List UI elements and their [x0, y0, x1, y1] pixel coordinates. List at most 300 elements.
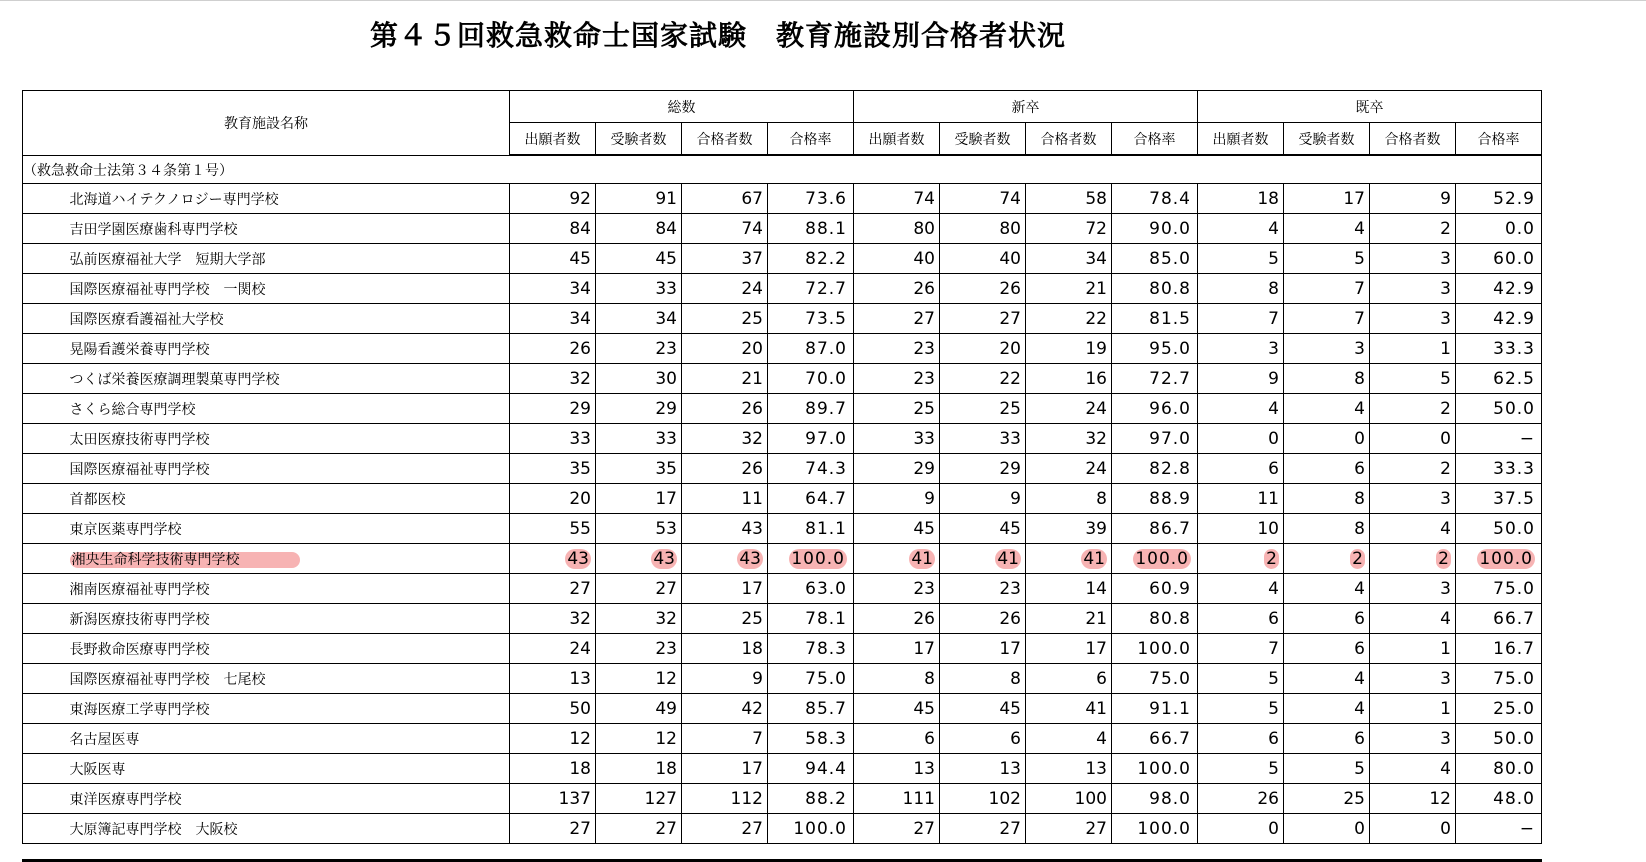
cell-value: 94.4: [805, 758, 847, 779]
cell-value: 100.0: [1137, 758, 1191, 779]
count-cell: [1370, 754, 1456, 784]
cell-value: 2: [1352, 548, 1363, 569]
cell-value: 63.0: [805, 578, 847, 599]
column-header: 合格率: [1456, 123, 1542, 156]
cell-value: 91: [655, 188, 677, 209]
cell-value: 19: [1085, 338, 1107, 359]
cell-value: 72: [1085, 218, 1107, 239]
count-cell: [854, 184, 940, 214]
school-name: [70, 544, 510, 574]
row-indent: [23, 754, 70, 784]
cell-value: 42: [741, 698, 763, 719]
count-cell: [1198, 334, 1284, 364]
cell-value: 100: [1074, 788, 1107, 809]
count-cell: [854, 214, 940, 244]
pass-rate-cell: [768, 184, 854, 214]
count-cell: [596, 334, 682, 364]
cell-value: 82.2: [805, 248, 847, 269]
count-cell: [1198, 604, 1284, 634]
count-cell: [940, 214, 1026, 244]
cell-value: 55: [569, 518, 591, 539]
count-cell: [1370, 214, 1456, 244]
cell-value: 80.0: [1493, 758, 1535, 779]
count-cell: [1284, 334, 1370, 364]
count-cell: [1370, 634, 1456, 664]
count-cell: [854, 274, 940, 304]
cell-value: 50.0: [1493, 728, 1535, 749]
count-cell: [682, 424, 768, 454]
pass-rate-cell: [768, 304, 854, 334]
count-cell: [1284, 754, 1370, 784]
cell-value: 80: [999, 218, 1021, 239]
cell-value: 29: [655, 398, 677, 419]
cell-value: 9: [1268, 368, 1279, 389]
cell-value: 70.0: [805, 368, 847, 389]
count-cell: [1026, 274, 1112, 304]
cell-value: 96.0: [1149, 398, 1191, 419]
pass-rate-cell: [1456, 274, 1542, 304]
count-cell: [682, 574, 768, 604]
cell-value: 45: [999, 518, 1021, 539]
pass-rate-cell: [1456, 214, 1542, 244]
cell-value: 12: [569, 728, 591, 749]
cell-value: 92: [569, 188, 591, 209]
count-cell: [596, 214, 682, 244]
cell-value: 80.8: [1149, 608, 1191, 629]
count-cell: [1026, 814, 1112, 844]
count-cell: [596, 184, 682, 214]
cell-value: 90.0: [1149, 218, 1191, 239]
count-cell: [1026, 214, 1112, 244]
table-row: [23, 634, 1542, 664]
cell-value: 34: [569, 278, 591, 299]
cell-value: 50.0: [1493, 398, 1535, 419]
cell-value: 4: [1096, 728, 1107, 749]
cell-value: 6: [1096, 668, 1107, 689]
cell-value: 21: [741, 368, 763, 389]
school-name-text: 大原簿記専門学校 大阪校: [69, 821, 238, 838]
count-cell: [1370, 484, 1456, 514]
count-cell: [1026, 724, 1112, 754]
school-name: [70, 274, 510, 304]
count-cell: [940, 454, 1026, 484]
count-cell: [596, 424, 682, 454]
cell-value: 7: [1354, 308, 1365, 329]
count-cell: [682, 244, 768, 274]
cell-value: 5: [1268, 668, 1279, 689]
row-indent: [23, 574, 70, 604]
count-cell: [1370, 724, 1456, 754]
count-cell: [940, 424, 1026, 454]
count-cell: [1198, 784, 1284, 814]
cell-value: 18: [655, 758, 677, 779]
pass-rate-cell: [768, 754, 854, 784]
cell-value: 32: [655, 608, 677, 629]
cell-value: 58.3: [805, 728, 847, 749]
cell-value: 45: [569, 248, 591, 269]
cell-value: 3: [1440, 578, 1451, 599]
count-cell: [682, 784, 768, 814]
section-label: （救急救命士法第３４条第１号）: [23, 155, 1542, 184]
count-cell: [682, 664, 768, 694]
cell-value: 81.5: [1149, 308, 1191, 329]
cell-value: 16: [1085, 368, 1107, 389]
cell-value: 67: [741, 188, 763, 209]
cell-value: 8: [1354, 368, 1365, 389]
school-name: [70, 214, 510, 244]
count-cell: [510, 184, 596, 214]
results-table: [22, 90, 1542, 844]
count-cell: [682, 484, 768, 514]
cell-value: 6: [1354, 638, 1365, 659]
cell-value: 43: [741, 518, 763, 539]
cell-value: 45: [999, 698, 1021, 719]
count-cell: [1026, 304, 1112, 334]
cell-value: 97.0: [1149, 428, 1191, 449]
pass-rate-cell: [1456, 634, 1542, 664]
cell-value: 100.0: [791, 548, 845, 569]
pass-rate-cell: [768, 664, 854, 694]
pass-rate-cell: [768, 694, 854, 724]
cell-value: 21: [1085, 278, 1107, 299]
cell-value: 27: [913, 308, 935, 329]
cell-value: 6: [1010, 728, 1021, 749]
count-cell: [1284, 724, 1370, 754]
count-cell: [1370, 784, 1456, 814]
cell-value: 60.9: [1149, 578, 1191, 599]
cell-value: 23: [655, 638, 677, 659]
count-cell: [854, 424, 940, 454]
count-cell: [1198, 574, 1284, 604]
cell-value: 112: [730, 788, 763, 809]
pass-rate-cell: [1112, 814, 1198, 844]
cell-value: 2: [1266, 548, 1277, 569]
count-cell: [854, 814, 940, 844]
cell-value: 80: [913, 218, 935, 239]
count-cell: [596, 364, 682, 394]
school-name-text: 新潟医療技術専門学校: [69, 611, 210, 628]
cell-value: 78.3: [805, 638, 847, 659]
group-header-new: 新卒: [854, 91, 1198, 123]
cell-value: 66.7: [1493, 608, 1535, 629]
pass-rate-cell: [1456, 784, 1542, 814]
count-cell: [510, 214, 596, 244]
group-header-past: 既卒: [1198, 91, 1542, 123]
pass-rate-cell: [768, 544, 854, 574]
count-cell: [1284, 604, 1370, 634]
count-cell: [854, 634, 940, 664]
pass-rate-cell: [1456, 694, 1542, 724]
cell-value: 7: [1354, 278, 1365, 299]
cell-value: 12: [655, 728, 677, 749]
school-name-text: 大阪医専: [69, 761, 126, 778]
table-row: [23, 514, 1542, 544]
count-cell: [1026, 454, 1112, 484]
cell-value: 26: [741, 458, 763, 479]
cell-value: 7: [1268, 308, 1279, 329]
cell-value: 17: [655, 488, 677, 509]
count-cell: [854, 604, 940, 634]
pass-rate-cell: [768, 724, 854, 754]
cell-value: 2: [1440, 458, 1451, 479]
count-cell: [1370, 364, 1456, 394]
count-cell: [1284, 274, 1370, 304]
pass-rate-cell: [1456, 484, 1542, 514]
cell-value: 5: [1354, 248, 1365, 269]
cell-value: 4: [1268, 218, 1279, 239]
cell-value: 4: [1354, 578, 1365, 599]
school-name-text: 首都医校: [69, 491, 126, 508]
cell-value: 37: [741, 248, 763, 269]
count-cell: [510, 754, 596, 784]
pass-rate-cell: [768, 814, 854, 844]
cell-value: 100.0: [1479, 548, 1533, 569]
cell-value: 5: [1354, 758, 1365, 779]
cell-value: 4: [1440, 518, 1451, 539]
pass-rate-cell: [1456, 514, 1542, 544]
cell-value: 27: [569, 818, 591, 839]
pass-rate-cell: [1112, 304, 1198, 334]
cell-value: 43: [567, 548, 589, 569]
count-cell: [1284, 514, 1370, 544]
school-name-text: 国際医療福祉専門学校 七尾校: [69, 671, 266, 688]
cell-value: 13: [569, 668, 591, 689]
school-name: [70, 574, 510, 604]
cell-value: 23: [913, 338, 935, 359]
count-cell: [510, 604, 596, 634]
pass-rate-cell: [1456, 394, 1542, 424]
cell-value: 6: [1354, 728, 1365, 749]
cell-value: 2: [1440, 398, 1451, 419]
count-cell: [1198, 484, 1284, 514]
count-cell: [596, 274, 682, 304]
cell-value: 81.1: [805, 518, 847, 539]
cell-value: 26: [999, 608, 1021, 629]
count-cell: [682, 454, 768, 484]
cell-value: 45: [913, 518, 935, 539]
cell-value: 29: [913, 458, 935, 479]
cell-value: 22: [999, 368, 1021, 389]
count-cell: [1026, 634, 1112, 664]
count-cell: [854, 304, 940, 334]
count-cell: [1370, 514, 1456, 544]
column-header: 出願者数: [1198, 123, 1284, 156]
cell-value: 20: [741, 338, 763, 359]
pass-rate-cell: [1456, 424, 1542, 454]
school-name-text: 晃陽看護栄養専門学校: [69, 341, 210, 358]
pass-rate-cell: [768, 424, 854, 454]
school-name-text: 国際医療福祉専門学校: [69, 461, 210, 478]
school-name-text: 吉田学園医療歯科専門学校: [69, 221, 238, 238]
count-cell: [1026, 424, 1112, 454]
count-cell: [510, 274, 596, 304]
pass-rate-cell: [768, 214, 854, 244]
cell-value: 13: [999, 758, 1021, 779]
school-name: [70, 244, 510, 274]
count-cell: [682, 814, 768, 844]
count-cell: [1370, 394, 1456, 424]
count-cell: [1026, 484, 1112, 514]
count-cell: [1026, 784, 1112, 814]
count-cell: [1284, 784, 1370, 814]
pass-rate-cell: [1112, 274, 1198, 304]
pass-rate-cell: [1456, 754, 1542, 784]
cell-value: 7: [1268, 638, 1279, 659]
count-cell: [510, 364, 596, 394]
cell-value: 82.8: [1149, 458, 1191, 479]
cell-value: 0: [1354, 428, 1365, 449]
cell-value: 27: [999, 818, 1021, 839]
cell-value: 6: [1354, 458, 1365, 479]
school-name: [70, 394, 510, 424]
column-header-name: 教育施設名称: [23, 91, 510, 156]
count-cell: [510, 514, 596, 544]
pass-rate-cell: [1456, 364, 1542, 394]
cell-value: 3: [1440, 308, 1451, 329]
cell-value: 43: [653, 548, 675, 569]
count-cell: [1198, 724, 1284, 754]
cell-value: 50.0: [1493, 518, 1535, 539]
cell-value: 88.9: [1149, 488, 1191, 509]
count-cell: [510, 334, 596, 364]
cell-value: 5: [1440, 368, 1451, 389]
count-cell: [1026, 334, 1112, 364]
table-row: [23, 604, 1542, 634]
school-name-text: 名古屋医専: [69, 731, 140, 748]
count-cell: [596, 544, 682, 574]
cell-value: 37.5: [1493, 488, 1535, 509]
cell-value: 1: [1440, 638, 1451, 659]
cell-value: 40: [999, 248, 1021, 269]
cell-value: −: [1519, 818, 1535, 839]
cell-value: 40: [913, 248, 935, 269]
count-cell: [510, 394, 596, 424]
cell-value: 41: [1083, 548, 1105, 569]
school-name: [70, 334, 510, 364]
cell-value: 0: [1440, 818, 1451, 839]
cell-value: 42.9: [1493, 308, 1535, 329]
table-row: [23, 664, 1542, 694]
cell-value: 9: [1440, 188, 1451, 209]
school-name: [70, 184, 510, 214]
count-cell: [1198, 244, 1284, 274]
table-row: [23, 274, 1542, 304]
row-indent: [23, 724, 70, 754]
table-row: [23, 364, 1542, 394]
cell-value: 25.0: [1493, 698, 1535, 719]
count-cell: [854, 574, 940, 604]
pass-rate-cell: [1456, 814, 1542, 844]
pass-rate-cell: [1456, 244, 1542, 274]
count-cell: [596, 784, 682, 814]
cell-value: 32: [569, 368, 591, 389]
cell-value: 4: [1440, 608, 1451, 629]
count-cell: [1284, 544, 1370, 574]
row-indent: [23, 274, 70, 304]
pass-rate-cell: [1112, 244, 1198, 274]
row-indent: [23, 454, 70, 484]
column-header: 合格者数: [1026, 123, 1112, 156]
count-cell: [682, 544, 768, 574]
school-name-text: 国際医療看護福祉大学校: [69, 311, 224, 328]
pass-rate-cell: [1456, 604, 1542, 634]
count-cell: [596, 694, 682, 724]
school-name-text: 長野救命医療専門学校: [69, 641, 210, 658]
count-cell: [940, 394, 1026, 424]
count-cell: [1026, 574, 1112, 604]
table-row: [23, 334, 1542, 364]
cell-value: 32: [569, 608, 591, 629]
school-name: [70, 784, 510, 814]
pass-rate-cell: [1112, 424, 1198, 454]
row-indent: [23, 364, 70, 394]
cell-value: 6: [1354, 608, 1365, 629]
pass-rate-cell: [768, 604, 854, 634]
count-cell: [682, 754, 768, 784]
pass-rate-cell: [768, 454, 854, 484]
count-cell: [940, 484, 1026, 514]
cell-value: 2: [1438, 548, 1449, 569]
school-name-text: 東海医療工学専門学校: [69, 701, 210, 718]
count-cell: [1284, 454, 1370, 484]
cell-value: 84: [655, 218, 677, 239]
cell-value: 95.0: [1149, 338, 1191, 359]
count-cell: [854, 394, 940, 424]
cell-value: 26: [741, 398, 763, 419]
cell-value: 26: [913, 278, 935, 299]
count-cell: [1284, 184, 1370, 214]
cell-value: 100.0: [793, 818, 847, 839]
cell-value: 66.7: [1149, 728, 1191, 749]
cell-value: 27: [655, 818, 677, 839]
count-cell: [940, 364, 1026, 394]
count-cell: [854, 484, 940, 514]
cell-value: 24: [741, 278, 763, 299]
row-indent: [23, 214, 70, 244]
cell-value: 24: [1085, 398, 1107, 419]
school-name: [70, 454, 510, 484]
count-cell: [510, 814, 596, 844]
count-cell: [1370, 544, 1456, 574]
cell-value: 32: [741, 428, 763, 449]
count-cell: [596, 814, 682, 844]
cell-value: 6: [924, 728, 935, 749]
pass-rate-cell: [1112, 574, 1198, 604]
pass-rate-cell: [768, 514, 854, 544]
cell-value: 26: [1257, 788, 1279, 809]
count-cell: [1370, 184, 1456, 214]
count-cell: [1284, 694, 1370, 724]
count-cell: [682, 724, 768, 754]
cell-value: 98.0: [1149, 788, 1191, 809]
count-cell: [1370, 454, 1456, 484]
count-cell: [940, 694, 1026, 724]
cell-value: 4: [1354, 668, 1365, 689]
cell-value: 87.0: [805, 338, 847, 359]
school-name: [70, 814, 510, 844]
pass-rate-cell: [1112, 454, 1198, 484]
school-name-text: 北海道ハイテクノロジー専門学校: [69, 191, 279, 208]
cell-value: 5: [1268, 698, 1279, 719]
cell-value: 3: [1440, 248, 1451, 269]
table-row: [23, 544, 1542, 574]
count-cell: [940, 664, 1026, 694]
cell-value: 11: [741, 488, 763, 509]
pass-rate-cell: [768, 394, 854, 424]
cell-value: 27: [655, 578, 677, 599]
cell-value: 74: [913, 188, 935, 209]
count-cell: [510, 784, 596, 814]
